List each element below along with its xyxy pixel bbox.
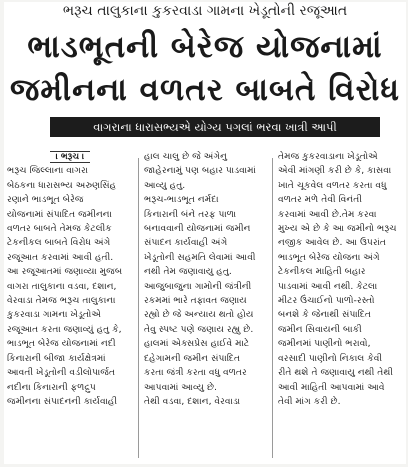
article-line: આવતી ખેડૂતોની વડીલોપાર્જત [7,367,116,379]
column-divider [272,158,273,458]
article-line: આપવામાં આવ્યુ છે. [144,381,217,393]
article-line: જાહેરનામું પણ બહાર પાડવામાં [144,165,256,177]
kicker-headline: ભરૂચ તાલુકાના કુકરવાડા ગામના ખેડૂતોની રજૂઆત [62,3,348,19]
article-line: કિનારાની બંને તરફ પાળા [144,208,237,220]
article-line: આવ્યુ હતુ. [144,179,186,191]
main-headline-line-2: જમીનના વળતર બાબતે વિરોધ [10,72,400,108]
article-line: ભાડભૂત બેરેજ યોજનામાં નદી [7,338,116,350]
article-line: સંપાદન કાર્યવાહી અંગે [144,237,228,249]
article-line: તેમજ કુકરવાડાના ખેડૂતોએ [278,151,378,162]
column-divider [138,158,139,458]
article-line: ખેડૂતોની સહમતિ લેવામાં આવી [144,251,256,263]
article-line: બેઠકના ધારાસભ્ય અરુણસિંહ [7,179,117,191]
article-line: વળતર બાબતે તેમજ કેટલીક [7,223,112,235]
news-clipping [4,2,406,464]
article-line: રજૂઆત કરતા જણાવ્યું હતુ કે, [7,323,122,335]
article-line: હાલ ચાલુ છે જે અંગેનુ [144,151,227,162]
article-line: ભાડભૂત બેરેજ યોજના અંગે [278,251,380,263]
article-line: નજીક આવેલ છે. આ ઉપરાંત [278,237,386,249]
article-line: જમીન સિવાયની બાકી [278,323,362,335]
article-line: બનાવવાની યોજનામાં જમીન [144,223,251,235]
article-line: જમીનમાં પાણીનો ભરાવો, [278,338,371,350]
article-line: નદીના કિનારાની ફળદ્રુપ [7,381,96,393]
main-headline-line-1: ભાડભૂતની બેરેજ યોજનામાં [27,29,383,65]
article-line: કુકરવાડા ગામના ખેડૂતોએ [7,309,102,321]
article-column-2 [144,150,270,464]
article-line: એવી માંગણી કરી છે કે, કાસવા [278,165,392,177]
article-line: કિનારાની બીજા કાર્યક્ષેત્રમાં [7,352,106,364]
article-column-1 [7,150,133,464]
article-body [4,150,406,464]
article-line: વરસાદી પાણીનો નિકાલ કેવી [278,352,383,364]
article-line: કરતા જંત્રી કરતા વધુ વળતર [144,367,247,379]
article-line: તેવી માંગ કરી છે. [278,395,341,407]
article-line: વેરવાડા તેમજ ભરૂચ તાલુકાના [7,295,116,307]
article-line: બનશે કે જેનાથી સંપાદિત [278,309,371,321]
dateline [7,150,133,164]
article-line: પાડવામાં આવી નથી. કેટલા [278,280,378,292]
article-line: તેવુ સ્પષ્ટ પણે જણાય રહ્યુ છે. [144,323,254,335]
article-line: મુખ્ય એ છે કે આ જમીનો ભરૂચ [278,223,397,235]
article-line: નથી તેમ જણાવાયુ હતુ. [144,266,232,278]
article-column-3 [278,150,404,464]
dateline-text: । ભરૂચ । [50,151,91,163]
article-line: દહેગામની જમીન સંપાદિત [144,352,241,364]
article-line: આવી માહિતી આપવામાં આવે [278,381,385,393]
article-line: વળતર મળે તેવી વિનંતી [278,194,362,206]
article-line: યોજનામાં સંપાદિત જમીનના [7,208,112,220]
article-line: ભરૂચ જિલ્લાના વાગરા [7,165,88,177]
article-line: રીતે થશે તે જણાવાયુ નથી તેથી [278,367,394,379]
article-line: વાગરા તાલુકાના વડવા, દશાન, [7,280,117,292]
article-line: હાલમાં એક્સપ્રેસ હાઈવે માટે [144,338,250,350]
article-line: મીટર ઉંચાઈનો પાળો-રસ્તો [278,295,375,307]
article-line: જમીનના સંપાદનની કાર્યવાહી [7,395,118,407]
article-line: ટેકનીકલ માહિતી બહાર [278,266,366,278]
article-line: કરવામાં આવી છે.તેમ કરવા [278,208,377,220]
article-line: તેથી વડવા, દશાન, વેરવાડા [144,395,241,407]
subheadline-bar: વાગરાના ધારાસભ્યએ યોગ્ય પગલાં ભરવા ખાત્રી આપી [50,117,380,137]
article-line: રહ્યો છે જે અન્યાય થતો હોય [144,309,254,321]
article-line: રજૂઆત કરવામાં આવી હતી. [7,251,114,263]
article-line: આ રજૂઆતમાં જણાવ્યા મુજબ [7,266,123,278]
article-line: ખાતે ચૂકવેલ વળતર કરતા વધુ [278,179,387,191]
article-line: આજુબાજુના ગામોની જંત્રીની [144,280,252,292]
article-line: ટેકનીકલ બાબતે વિરોધ અંગે [7,237,111,249]
article-line: ભરૂચ-ભાડભૂત નર્મદા [144,194,219,206]
article-line: રણાને ભાડભૂત બેરેજ [7,194,84,206]
article-line: રકમમાં ભારે તફાવત જણાય [144,295,247,307]
